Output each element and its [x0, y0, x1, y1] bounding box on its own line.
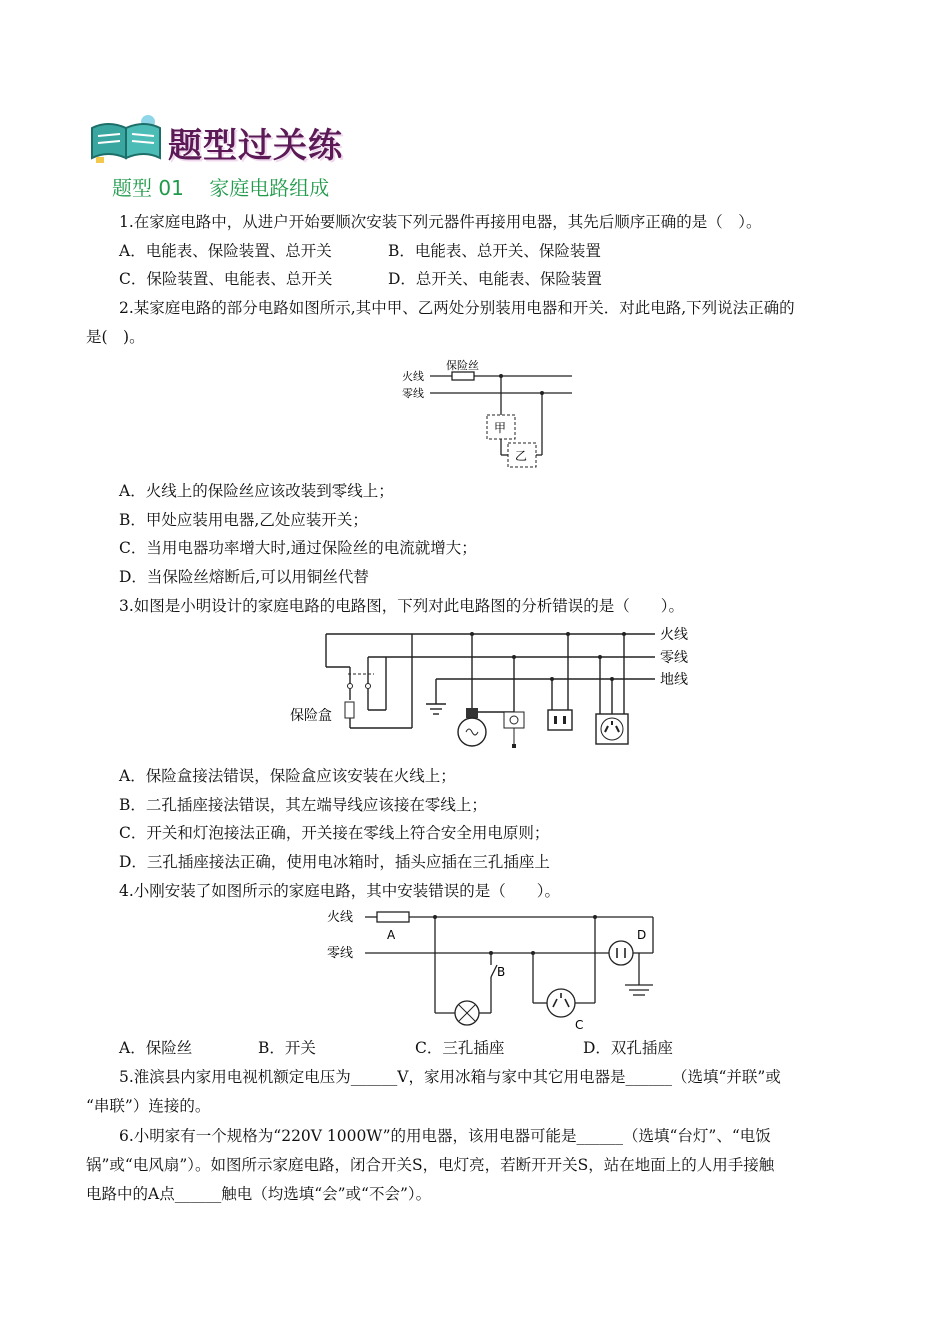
q5-line1: 5.淮滨县内家用电视机额定电压为______V，家用冰箱与家中其它用电器是______（选填“并联”或: [119, 1068, 781, 1086]
q3-bulb-base: [466, 708, 478, 718]
q3-fusebox: [345, 702, 354, 718]
q1-stem: 1.在家庭电路中，从进户开始要顺次安装下列元器件再接用电器，其先后顺序正确的是（ ）。: [119, 213, 762, 231]
q2-fuse: [452, 372, 474, 380]
q3-ground-label: 地线: [660, 672, 688, 688]
q3-neutral-label: 零线: [660, 650, 688, 666]
q4-stem: 4.小刚安装了如图所示的家庭电路，其中安装错误的是（ ）。: [119, 882, 561, 900]
book-icon: [86, 112, 166, 164]
q4-label-a: A: [387, 928, 396, 942]
q6-line1: 6.小明家有一个规格为“220V 1000W”的用电器，该用电器可能是______（选填“台灯”、“电饭: [119, 1127, 771, 1145]
q2-stem-line1: 2.某家庭电路的部分电路如图所示,其中甲、乙两处分别装用电器和开关．对此电路,下列说法正确的: [119, 299, 795, 317]
q3-option-c: C．开关和灯泡接法正确，开关接在零线上符合安全用电原则；: [119, 824, 550, 842]
q1-option-b: B．电能表、总开关、保险装置: [388, 242, 601, 260]
q1-option-d: D．总开关、电能表、保险装置: [388, 270, 602, 288]
q3-live-label: 火线: [660, 627, 688, 643]
q2-jia-label: 甲: [494, 421, 507, 435]
q4-live-label: 火线: [327, 910, 354, 925]
q2-fuse-label: 保险丝: [446, 359, 479, 372]
q6-line2: 锅”或“电风扇”）。如图所示家庭电路，闭合开关S，电灯亮，若断开开关S，站在地面上的人用手接触: [86, 1156, 775, 1174]
q2-option-d: D．当保险丝熔断后,可以用铜丝代替: [119, 568, 369, 586]
q3-option-d: D．三孔插座接法正确，使用电冰箱时，插头应插在三孔插座上: [119, 853, 550, 871]
q4-label-b: B: [497, 965, 506, 979]
q4-two-hole-socket: [609, 941, 633, 965]
q2-yi-label: 乙: [515, 449, 528, 463]
q4-circuit-diagram: [325, 903, 665, 1031]
q4-option-a: A．保险丝: [119, 1039, 193, 1057]
q5-line2: “串联”）连接的。: [86, 1097, 211, 1115]
q2-circuit-diagram: [400, 355, 580, 475]
q4-option-b: B．开关: [258, 1039, 316, 1057]
page-title: 题型过关练: [168, 126, 343, 166]
q4-option-d: D．双孔插座: [583, 1039, 673, 1057]
section-title: 题型 01 家庭电路组成: [112, 176, 330, 200]
q3-fusebox-label: 保险盒: [290, 708, 332, 724]
q3-option-a: A．保险盒接法错误，保险盒应该安装在火线上；: [119, 767, 456, 785]
q2-live-label: 火线: [402, 370, 424, 383]
q3-circuit-diagram: [290, 622, 700, 760]
q3-stem: 3.如图是小明设计的家庭电路的电路图，下列对此电路图的分析错误的是（ ）。: [119, 597, 685, 615]
q4-label-d: D: [637, 928, 647, 942]
q1-option-c: C．保险装置、电能表、总开关: [119, 270, 333, 288]
q4-fuse: [377, 912, 409, 922]
q4-option-c: C．三孔插座: [415, 1039, 505, 1057]
q2-neutral-label: 零线: [402, 387, 424, 400]
q6-line3: 电路中的A点______触电（均选填“会”或“不会”）。: [86, 1185, 432, 1203]
q1-option-a: A．电能表、保险装置、总开关: [119, 242, 332, 260]
q2-stem-line2: 是( )。: [86, 328, 145, 346]
q3-two-hole-socket: [548, 710, 572, 730]
q4-label-c: C: [575, 1018, 584, 1031]
q3-pull-switch: [504, 712, 524, 728]
q2-option-b: B．甲处应装用电器,乙处应装开关；: [119, 511, 368, 529]
q3-option-b: B．二孔插座接法错误，其左端导线应该接在零线上；: [119, 796, 487, 814]
q2-option-a: A．火线上的保险丝应该改装到零线上；: [119, 482, 394, 500]
q4-neutral-label: 零线: [327, 946, 354, 961]
q2-option-c: C．当用电器功率增大时,通过保险丝的电流就增大；: [119, 539, 477, 557]
